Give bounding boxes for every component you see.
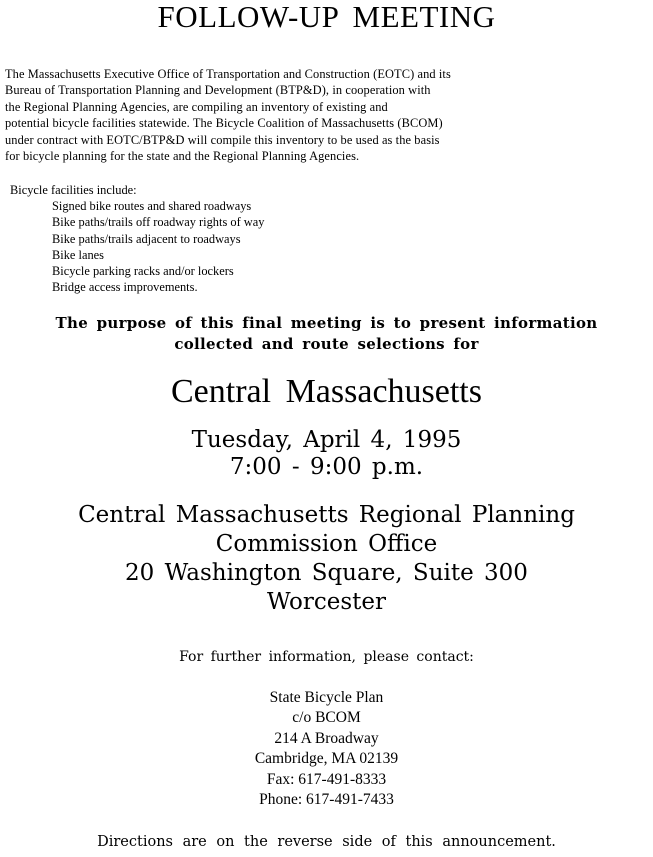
address-line: Cambridge, MA 02139 bbox=[254, 750, 399, 768]
venue-line: Worcester bbox=[266, 589, 387, 615]
list-item: Bridge access improvements. bbox=[52, 280, 198, 295]
intro-line: under contract with EOTC/BTP&D will compile this inventory to be used as the basis bbox=[5, 132, 440, 147]
contact-address bbox=[0, 688, 653, 810]
intro-paragraph bbox=[5, 66, 649, 164]
facilities-heading: Bicycle facilities include: bbox=[10, 183, 137, 197]
venue-line: 20 Washington Square, Suite 300 bbox=[125, 560, 528, 586]
purpose-line: The purpose of this final meeting is to present information bbox=[55, 314, 598, 332]
intro-line: the Regional Planning Agencies, are compiling an inventory of existing and bbox=[5, 99, 388, 114]
venue-line: Commission Office bbox=[215, 531, 438, 557]
venue-line: Central Massachusetts Regional Planning bbox=[78, 502, 575, 528]
list-item: Bike paths/trails adjacent to roadways bbox=[52, 231, 241, 246]
meeting-time: 7:00 - 9:00 p.m. bbox=[229, 454, 424, 480]
list-item: Bike lanes bbox=[52, 247, 104, 262]
address-line: Fax: 617-491-8333 bbox=[266, 770, 387, 788]
list-item: Bicycle parking racks and/or lockers bbox=[52, 264, 234, 279]
list-item: Signed bike routes and shared roadways bbox=[52, 199, 252, 213]
page-title: FOLLOW-UP MEETING bbox=[157, 0, 496, 34]
address-line: State Bicycle Plan bbox=[269, 689, 384, 706]
address-line: Phone: 617-491-7433 bbox=[259, 791, 394, 809]
intro-line: potential bicycle facilities statewide. The Bicycle Coalition of Massachusetts (BCOM) bbox=[5, 116, 443, 131]
intro-line: for bicycle planning for the state and the Regional Planning Agencies. bbox=[5, 149, 360, 164]
meeting-date: Tuesday, April 4, 1995 bbox=[191, 427, 462, 453]
address-line: 214 A Broadway bbox=[274, 729, 379, 747]
region-heading: Central Massachusetts bbox=[171, 373, 482, 410]
address-line: c/o BCOM bbox=[292, 709, 361, 727]
purpose-line: collected and route selections for bbox=[174, 335, 479, 353]
facilities-list bbox=[52, 198, 264, 296]
list-item: Bike paths/trails off roadway rights of way bbox=[52, 215, 265, 230]
directions-note: Directions are on the reverse side of this announcement. bbox=[97, 834, 556, 850]
contact-heading: For further information, please contact: bbox=[179, 649, 474, 665]
intro-line: The Massachusetts Executive Office of Transportation and Construction (EOTC) and its bbox=[5, 67, 451, 81]
meeting-venue bbox=[0, 501, 653, 617]
purpose-statement bbox=[0, 313, 653, 355]
intro-line: Bureau of Transportation Planning and Development (BTP&D), in cooperation with bbox=[5, 83, 431, 98]
